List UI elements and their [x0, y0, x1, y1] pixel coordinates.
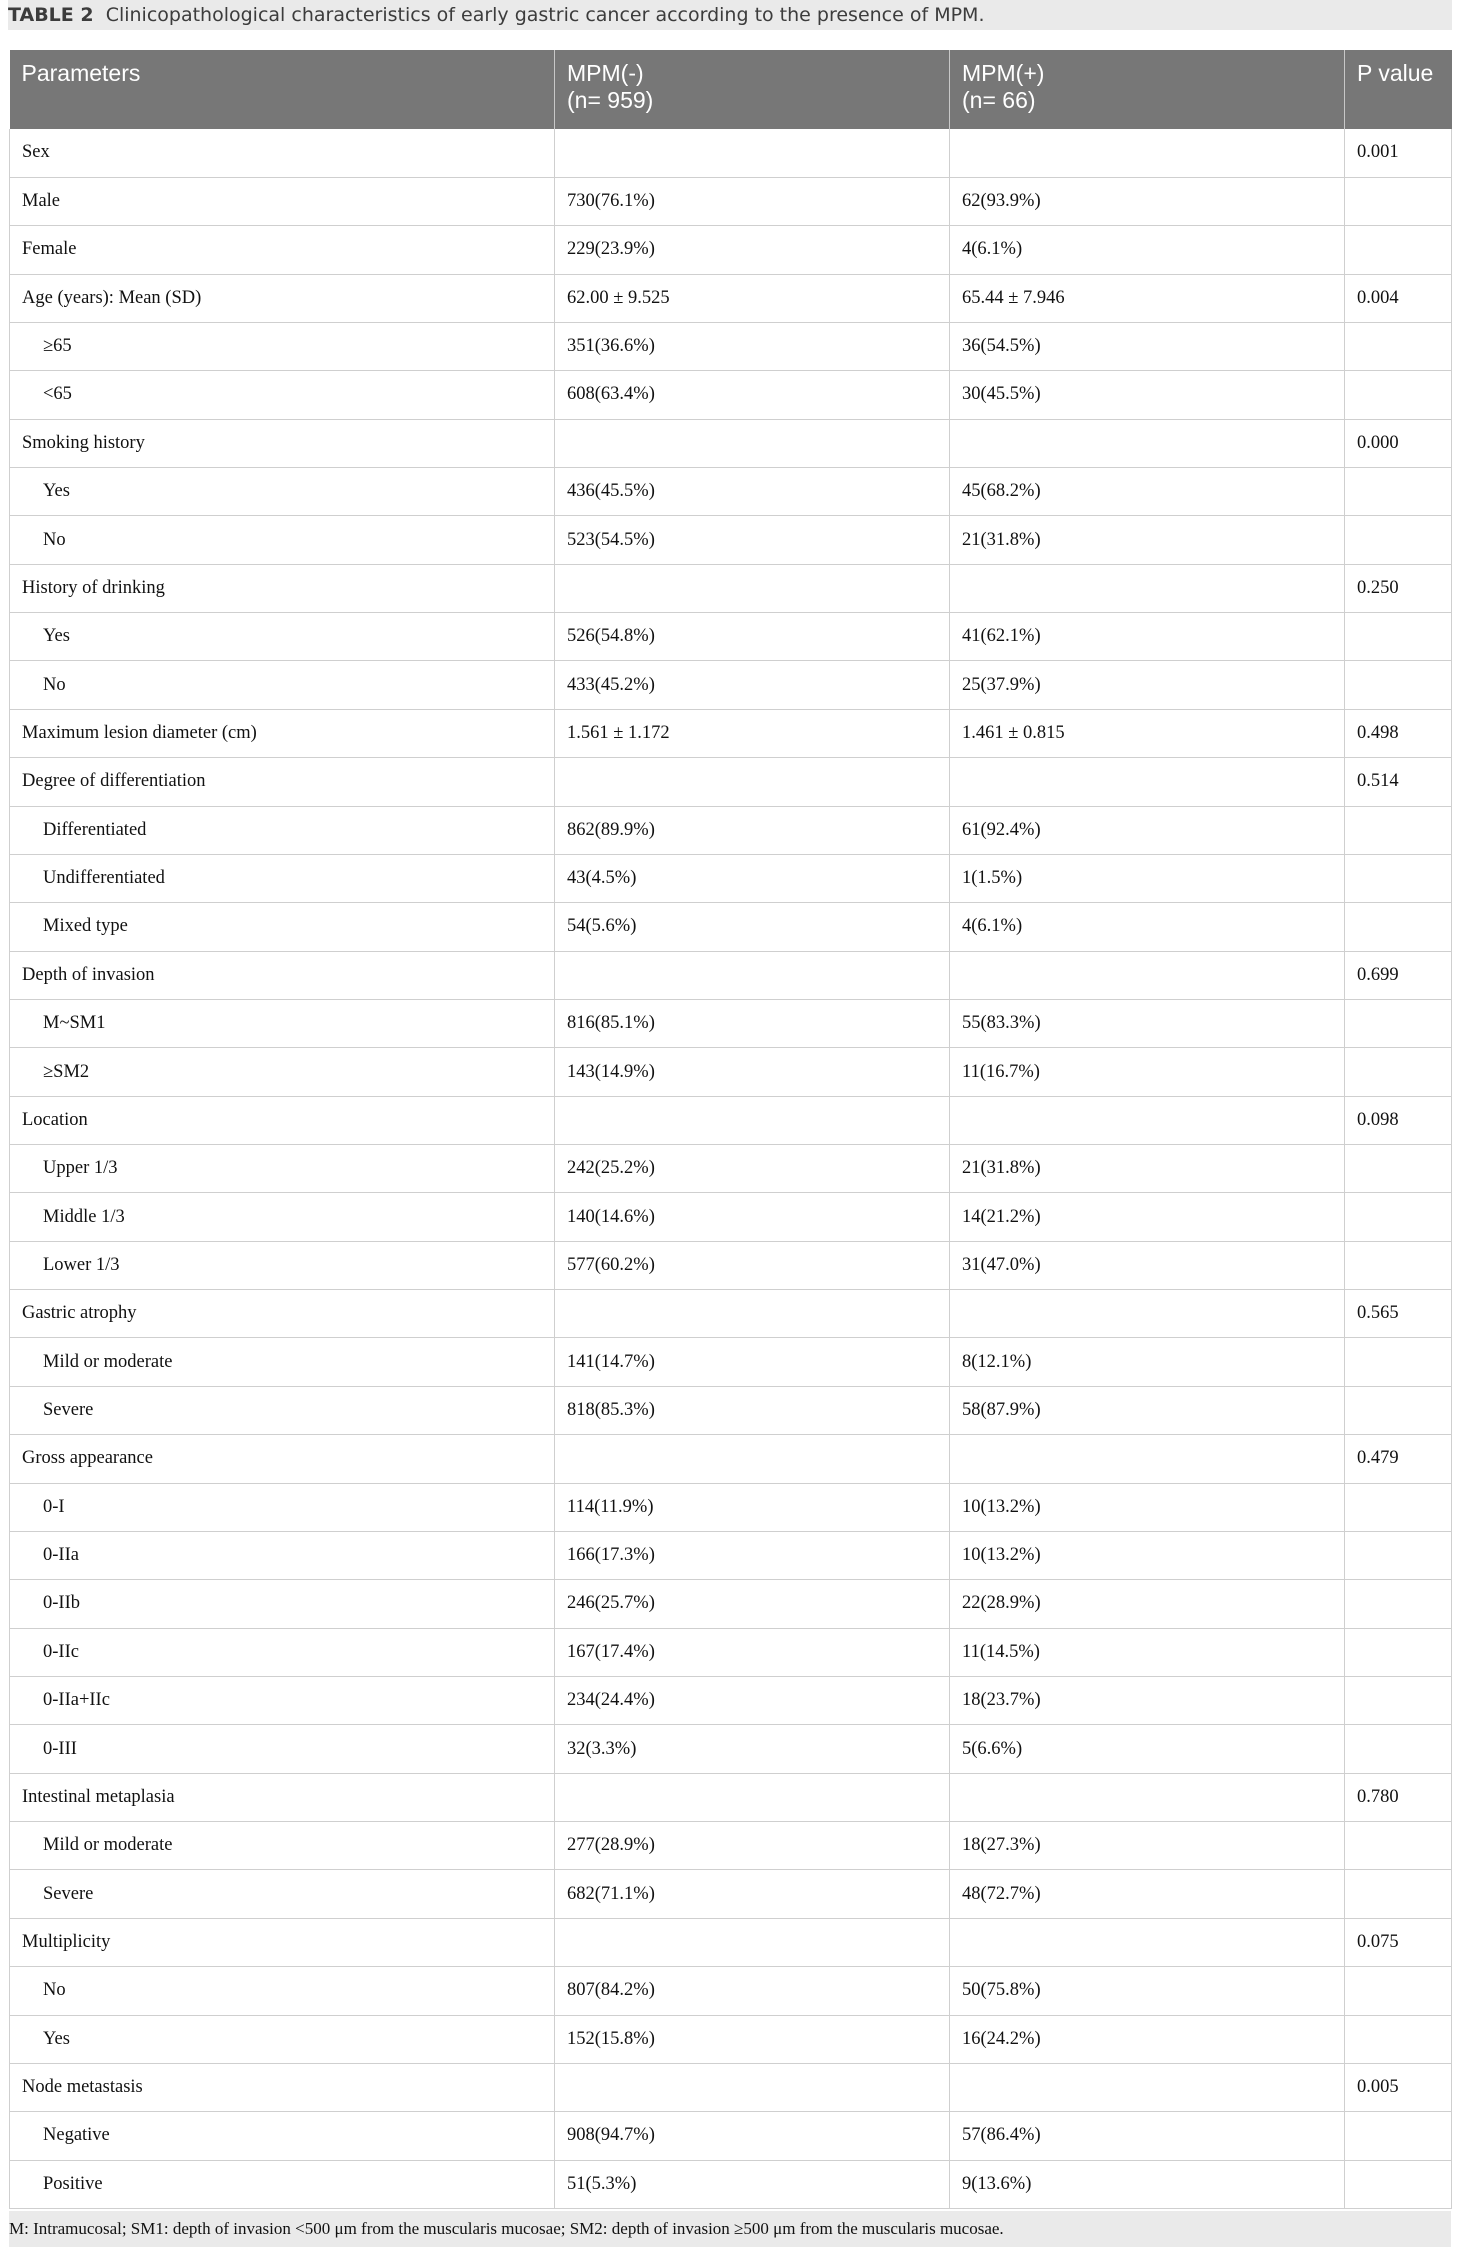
table-row — [10, 1145, 1452, 1193]
table-row — [10, 2160, 1452, 2208]
mpm-negative-cell — [555, 1773, 950, 1821]
p-value-cell: 0.699 — [1345, 951, 1452, 999]
p-value-cell — [1345, 613, 1452, 661]
p-value-cell: 0.001 — [1345, 129, 1452, 177]
mpm-positive-cell: 1(1.5%) — [950, 854, 1345, 902]
row-name-cell: Intestinal metaplasia — [10, 1773, 555, 1821]
mpm-negative-cell — [555, 1290, 950, 1338]
mpm-positive-cell — [950, 1918, 1345, 1966]
mpm-negative-cell: 167(17.4%) — [555, 1628, 950, 1676]
p-value-cell — [1345, 1725, 1452, 1773]
mpm-positive-cell: 8(12.1%) — [950, 1338, 1345, 1386]
mpm-positive-cell: 16(24.2%) — [950, 2015, 1345, 2063]
p-value-cell: 0.005 — [1345, 2063, 1452, 2111]
mpm-negative-cell — [555, 1096, 950, 1144]
mpm-positive-cell: 18(23.7%) — [950, 1677, 1345, 1725]
mpm-negative-cell — [555, 1918, 950, 1966]
mpm-negative-cell: 351(36.6%) — [555, 322, 950, 370]
mpm-negative-cell — [555, 951, 950, 999]
row-name-cell: Lower 1/3 — [10, 1241, 555, 1289]
mpm-positive-cell: 4(6.1%) — [950, 226, 1345, 274]
p-value-cell: 0.780 — [1345, 1773, 1452, 1821]
p-value-cell: 0.565 — [1345, 1290, 1452, 1338]
row-name-cell: Mixed type — [10, 903, 555, 951]
mpm-positive-cell: 11(14.5%) — [950, 1628, 1345, 1676]
row-name-cell: Middle 1/3 — [10, 1193, 555, 1241]
mpm-positive-cell — [950, 951, 1345, 999]
header-p-value: P value — [1345, 50, 1452, 129]
mpm-positive-cell — [950, 1773, 1345, 1821]
table-row — [10, 468, 1452, 516]
mpm-negative-cell — [555, 2063, 950, 2111]
mpm-positive-cell: 55(83.3%) — [950, 999, 1345, 1047]
mpm-negative-cell: 526(54.8%) — [555, 613, 950, 661]
table-row — [10, 177, 1452, 225]
p-value-cell — [1345, 1483, 1452, 1531]
p-value-cell — [1345, 1531, 1452, 1579]
mpm-negative-cell: 816(85.1%) — [555, 999, 950, 1047]
table-row — [10, 516, 1452, 564]
mpm-positive-cell: 61(92.4%) — [950, 806, 1345, 854]
p-value-cell — [1345, 1338, 1452, 1386]
table-row — [10, 2015, 1452, 2063]
mpm-positive-cell: 25(37.9%) — [950, 661, 1345, 709]
table-row — [10, 613, 1452, 661]
mpm-negative-cell: 152(15.8%) — [555, 2015, 950, 2063]
row-name-cell: Degree of differentiation — [10, 758, 555, 806]
mpm-positive-cell: 45(68.2%) — [950, 468, 1345, 516]
p-value-cell — [1345, 1145, 1452, 1193]
row-name-cell: Severe — [10, 1386, 555, 1434]
mpm-positive-cell: 48(72.7%) — [950, 1870, 1345, 1918]
mpm-negative-cell — [555, 564, 950, 612]
row-name-cell: Female — [10, 226, 555, 274]
mpm-negative-cell: 166(17.3%) — [555, 1531, 950, 1579]
mpm-positive-cell — [950, 564, 1345, 612]
mpm-negative-cell: 43(4.5%) — [555, 854, 950, 902]
table-caption — [8, 0, 1452, 30]
table-row — [10, 709, 1452, 757]
table-row — [10, 1870, 1452, 1918]
row-name-cell: Severe — [10, 1870, 555, 1918]
p-value-cell — [1345, 1967, 1452, 2015]
mpm-positive-cell: 41(62.1%) — [950, 613, 1345, 661]
p-value-cell: 0.479 — [1345, 1435, 1452, 1483]
header-mpm-negative: MPM(-) (n= 959) — [555, 50, 950, 129]
row-name-cell: Depth of invasion — [10, 951, 555, 999]
p-value-cell — [1345, 1580, 1452, 1628]
row-name-cell: Node metastasis — [10, 2063, 555, 2111]
table-row — [10, 1386, 1452, 1434]
row-name-cell: <65 — [10, 371, 555, 419]
table-row — [10, 1822, 1452, 1870]
mpm-positive-cell — [950, 2063, 1345, 2111]
mpm-positive-cell — [950, 129, 1345, 177]
mpm-negative-cell: 51(5.3%) — [555, 2160, 950, 2208]
mpm-negative-cell: 730(76.1%) — [555, 177, 950, 225]
row-name-cell: No — [10, 661, 555, 709]
table-row — [10, 274, 1452, 322]
mpm-negative-cell — [555, 758, 950, 806]
table-row — [10, 1628, 1452, 1676]
mpm-negative-cell: 242(25.2%) — [555, 1145, 950, 1193]
table-row — [10, 758, 1452, 806]
table-title: Clinicopathological characteristics of early gastric cancer according to the presence of MPM. — [105, 4, 985, 26]
row-name-cell: Yes — [10, 613, 555, 661]
mpm-negative-cell: 908(94.7%) — [555, 2112, 950, 2160]
mpm-positive-cell: 10(13.2%) — [950, 1531, 1345, 1579]
table-row — [10, 226, 1452, 274]
mpm-negative-cell: 141(14.7%) — [555, 1338, 950, 1386]
mpm-negative-cell: 523(54.5%) — [555, 516, 950, 564]
p-value-cell — [1345, 177, 1452, 225]
mpm-positive-cell: 14(21.2%) — [950, 1193, 1345, 1241]
mpm-negative-cell: 62.00 ± 9.525 — [555, 274, 950, 322]
header-parameters: Parameters — [21, 60, 141, 86]
mpm-positive-cell: 1.461 ± 0.815 — [950, 709, 1345, 757]
row-name-cell: Yes — [10, 2015, 555, 2063]
mpm-positive-cell — [950, 1435, 1345, 1483]
row-name-cell: Multiplicity — [10, 1918, 555, 1966]
header-mpm-positive: MPM(+) (n= 66) — [950, 50, 1345, 129]
mpm-positive-cell: 4(6.1%) — [950, 903, 1345, 951]
mpm-positive-cell: 36(54.5%) — [950, 322, 1345, 370]
table-row — [10, 903, 1452, 951]
row-name-cell: 0-IIb — [10, 1580, 555, 1628]
row-name-cell: Smoking history — [10, 419, 555, 467]
mpm-positive-cell: 11(16.7%) — [950, 1048, 1345, 1096]
p-value-cell: 0.514 — [1345, 758, 1452, 806]
mpm-negative-cell: 234(24.4%) — [555, 1677, 950, 1725]
p-value-cell — [1345, 1193, 1452, 1241]
table-row — [10, 2112, 1452, 2160]
mpm-negative-cell: 577(60.2%) — [555, 1241, 950, 1289]
mpm-positive-cell — [950, 758, 1345, 806]
row-name-cell: ≥65 — [10, 322, 555, 370]
p-value-cell — [1345, 2112, 1452, 2160]
p-value-cell — [1345, 1241, 1452, 1289]
table-label: TABLE 2 — [8, 4, 94, 26]
row-name-cell: ≥SM2 — [10, 1048, 555, 1096]
row-name-cell: Mild or moderate — [10, 1338, 555, 1386]
p-value-cell — [1345, 806, 1452, 854]
p-value-cell: 0.498 — [1345, 709, 1452, 757]
table-row — [10, 806, 1452, 854]
mpm-positive-cell: 18(27.3%) — [950, 1822, 1345, 1870]
mpm-negative-cell: 143(14.9%) — [555, 1048, 950, 1096]
mpm-positive-cell: 31(47.0%) — [950, 1241, 1345, 1289]
table-row — [10, 1290, 1452, 1338]
mpm-negative-cell: 140(14.6%) — [555, 1193, 950, 1241]
row-name-cell: Gastric atrophy — [10, 1290, 555, 1338]
table-row — [10, 1096, 1452, 1144]
p-value-cell — [1345, 661, 1452, 709]
table-row — [10, 564, 1452, 612]
row-name-cell: Sex — [10, 129, 555, 177]
p-value-cell: 0.000 — [1345, 419, 1452, 467]
row-name-cell: 0-I — [10, 1483, 555, 1531]
mpm-positive-cell: 21(31.8%) — [950, 516, 1345, 564]
mpm-negative-cell: 54(5.6%) — [555, 903, 950, 951]
mpm-negative-cell — [555, 419, 950, 467]
table-row — [10, 1048, 1452, 1096]
mpm-positive-cell: 58(87.9%) — [950, 1386, 1345, 1434]
row-name-cell: 0-IIa — [10, 1531, 555, 1579]
row-name-cell: Gross appearance — [10, 1435, 555, 1483]
row-name-cell: Age (years): Mean (SD) — [10, 274, 555, 322]
row-name-cell: Mild or moderate — [10, 1822, 555, 1870]
row-name-cell: Location — [10, 1096, 555, 1144]
table-row — [10, 1338, 1452, 1386]
table-row — [10, 1483, 1452, 1531]
p-value-cell: 0.098 — [1345, 1096, 1452, 1144]
characteristics-table — [9, 50, 1452, 2209]
table-footnote: M: Intramucosal; SM1: depth of invasion <500 μm from the muscularis mucosae; SM2: depth of invasion ≥500 μm from the muscularis mucosae. — [9, 2211, 1451, 2247]
row-name-cell: No — [10, 516, 555, 564]
mpm-positive-cell: 9(13.6%) — [950, 2160, 1345, 2208]
mpm-negative-cell: 32(3.3%) — [555, 1725, 950, 1773]
table-row — [10, 2063, 1452, 2111]
p-value-cell — [1345, 1677, 1452, 1725]
table-row — [10, 1580, 1452, 1628]
p-value-cell — [1345, 1870, 1452, 1918]
table-row — [10, 1531, 1452, 1579]
table-row — [10, 854, 1452, 902]
p-value-cell — [1345, 854, 1452, 902]
table-row — [10, 322, 1452, 370]
row-name-cell: Maximum lesion diameter (cm) — [10, 709, 555, 757]
mpm-negative-cell: 608(63.4%) — [555, 371, 950, 419]
row-name-cell: 0-III — [10, 1725, 555, 1773]
p-value-cell — [1345, 371, 1452, 419]
row-name-cell: Negative — [10, 2112, 555, 2160]
mpm-negative-cell: 862(89.9%) — [555, 806, 950, 854]
p-value-cell — [1345, 322, 1452, 370]
header-row — [10, 50, 1452, 129]
table-row — [10, 661, 1452, 709]
mpm-positive-cell: 57(86.4%) — [950, 2112, 1345, 2160]
p-value-cell — [1345, 1048, 1452, 1096]
row-name-cell: Differentiated — [10, 806, 555, 854]
table-row — [10, 1435, 1452, 1483]
mpm-positive-cell — [950, 1096, 1345, 1144]
p-value-cell: 0.250 — [1345, 564, 1452, 612]
table-row — [10, 1677, 1452, 1725]
p-value-cell — [1345, 2015, 1452, 2063]
mpm-positive-cell: 65.44 ± 7.946 — [950, 274, 1345, 322]
table-row — [10, 371, 1452, 419]
p-value-cell — [1345, 516, 1452, 564]
table-row — [10, 129, 1452, 177]
row-name-cell: 0-IIa+IIc — [10, 1677, 555, 1725]
mpm-negative-cell: 114(11.9%) — [555, 1483, 950, 1531]
mpm-negative-cell: 229(23.9%) — [555, 226, 950, 274]
mpm-negative-cell — [555, 1435, 950, 1483]
mpm-positive-cell — [950, 1290, 1345, 1338]
row-name-cell: History of drinking — [10, 564, 555, 612]
row-name-cell: Positive — [10, 2160, 555, 2208]
p-value-cell — [1345, 1628, 1452, 1676]
p-value-cell — [1345, 903, 1452, 951]
row-name-cell: Upper 1/3 — [10, 1145, 555, 1193]
p-value-cell — [1345, 468, 1452, 516]
table-body — [10, 129, 1452, 2208]
mpm-negative-cell: 1.561 ± 1.172 — [555, 709, 950, 757]
mpm-positive-cell — [950, 419, 1345, 467]
mpm-positive-cell: 62(93.9%) — [950, 177, 1345, 225]
table-row — [10, 1241, 1452, 1289]
table-row — [10, 999, 1452, 1047]
mpm-positive-cell: 10(13.2%) — [950, 1483, 1345, 1531]
table-row — [10, 951, 1452, 999]
table-row — [10, 1918, 1452, 1966]
table-row — [10, 1967, 1452, 2015]
mpm-negative-cell: 818(85.3%) — [555, 1386, 950, 1434]
mpm-negative-cell: 246(25.7%) — [555, 1580, 950, 1628]
p-value-cell — [1345, 2160, 1452, 2208]
mpm-positive-cell: 5(6.6%) — [950, 1725, 1345, 1773]
p-value-cell — [1345, 1822, 1452, 1870]
row-name-cell: No — [10, 1967, 555, 2015]
p-value-cell: 0.075 — [1345, 1918, 1452, 1966]
p-value-cell — [1345, 999, 1452, 1047]
table-row — [10, 419, 1452, 467]
row-name-cell: M~SM1 — [10, 999, 555, 1047]
mpm-positive-cell: 21(31.8%) — [950, 1145, 1345, 1193]
mpm-negative-cell: 682(71.1%) — [555, 1870, 950, 1918]
p-value-cell: 0.004 — [1345, 274, 1452, 322]
row-name-cell: Male — [10, 177, 555, 225]
p-value-cell — [1345, 226, 1452, 274]
mpm-negative-cell — [555, 129, 950, 177]
mpm-negative-cell: 807(84.2%) — [555, 1967, 950, 2015]
row-name-cell: Undifferentiated — [10, 854, 555, 902]
table-row — [10, 1773, 1452, 1821]
mpm-positive-cell: 50(75.8%) — [950, 1967, 1345, 2015]
mpm-positive-cell: 30(45.5%) — [950, 371, 1345, 419]
table-row — [10, 1193, 1452, 1241]
mpm-negative-cell: 277(28.9%) — [555, 1822, 950, 1870]
mpm-negative-cell: 433(45.2%) — [555, 661, 950, 709]
table-row — [10, 1725, 1452, 1773]
mpm-negative-cell: 436(45.5%) — [555, 468, 950, 516]
row-name-cell: 0-IIc — [10, 1628, 555, 1676]
p-value-cell — [1345, 1386, 1452, 1434]
mpm-positive-cell: 22(28.9%) — [950, 1580, 1345, 1628]
row-name-cell: Yes — [10, 468, 555, 516]
